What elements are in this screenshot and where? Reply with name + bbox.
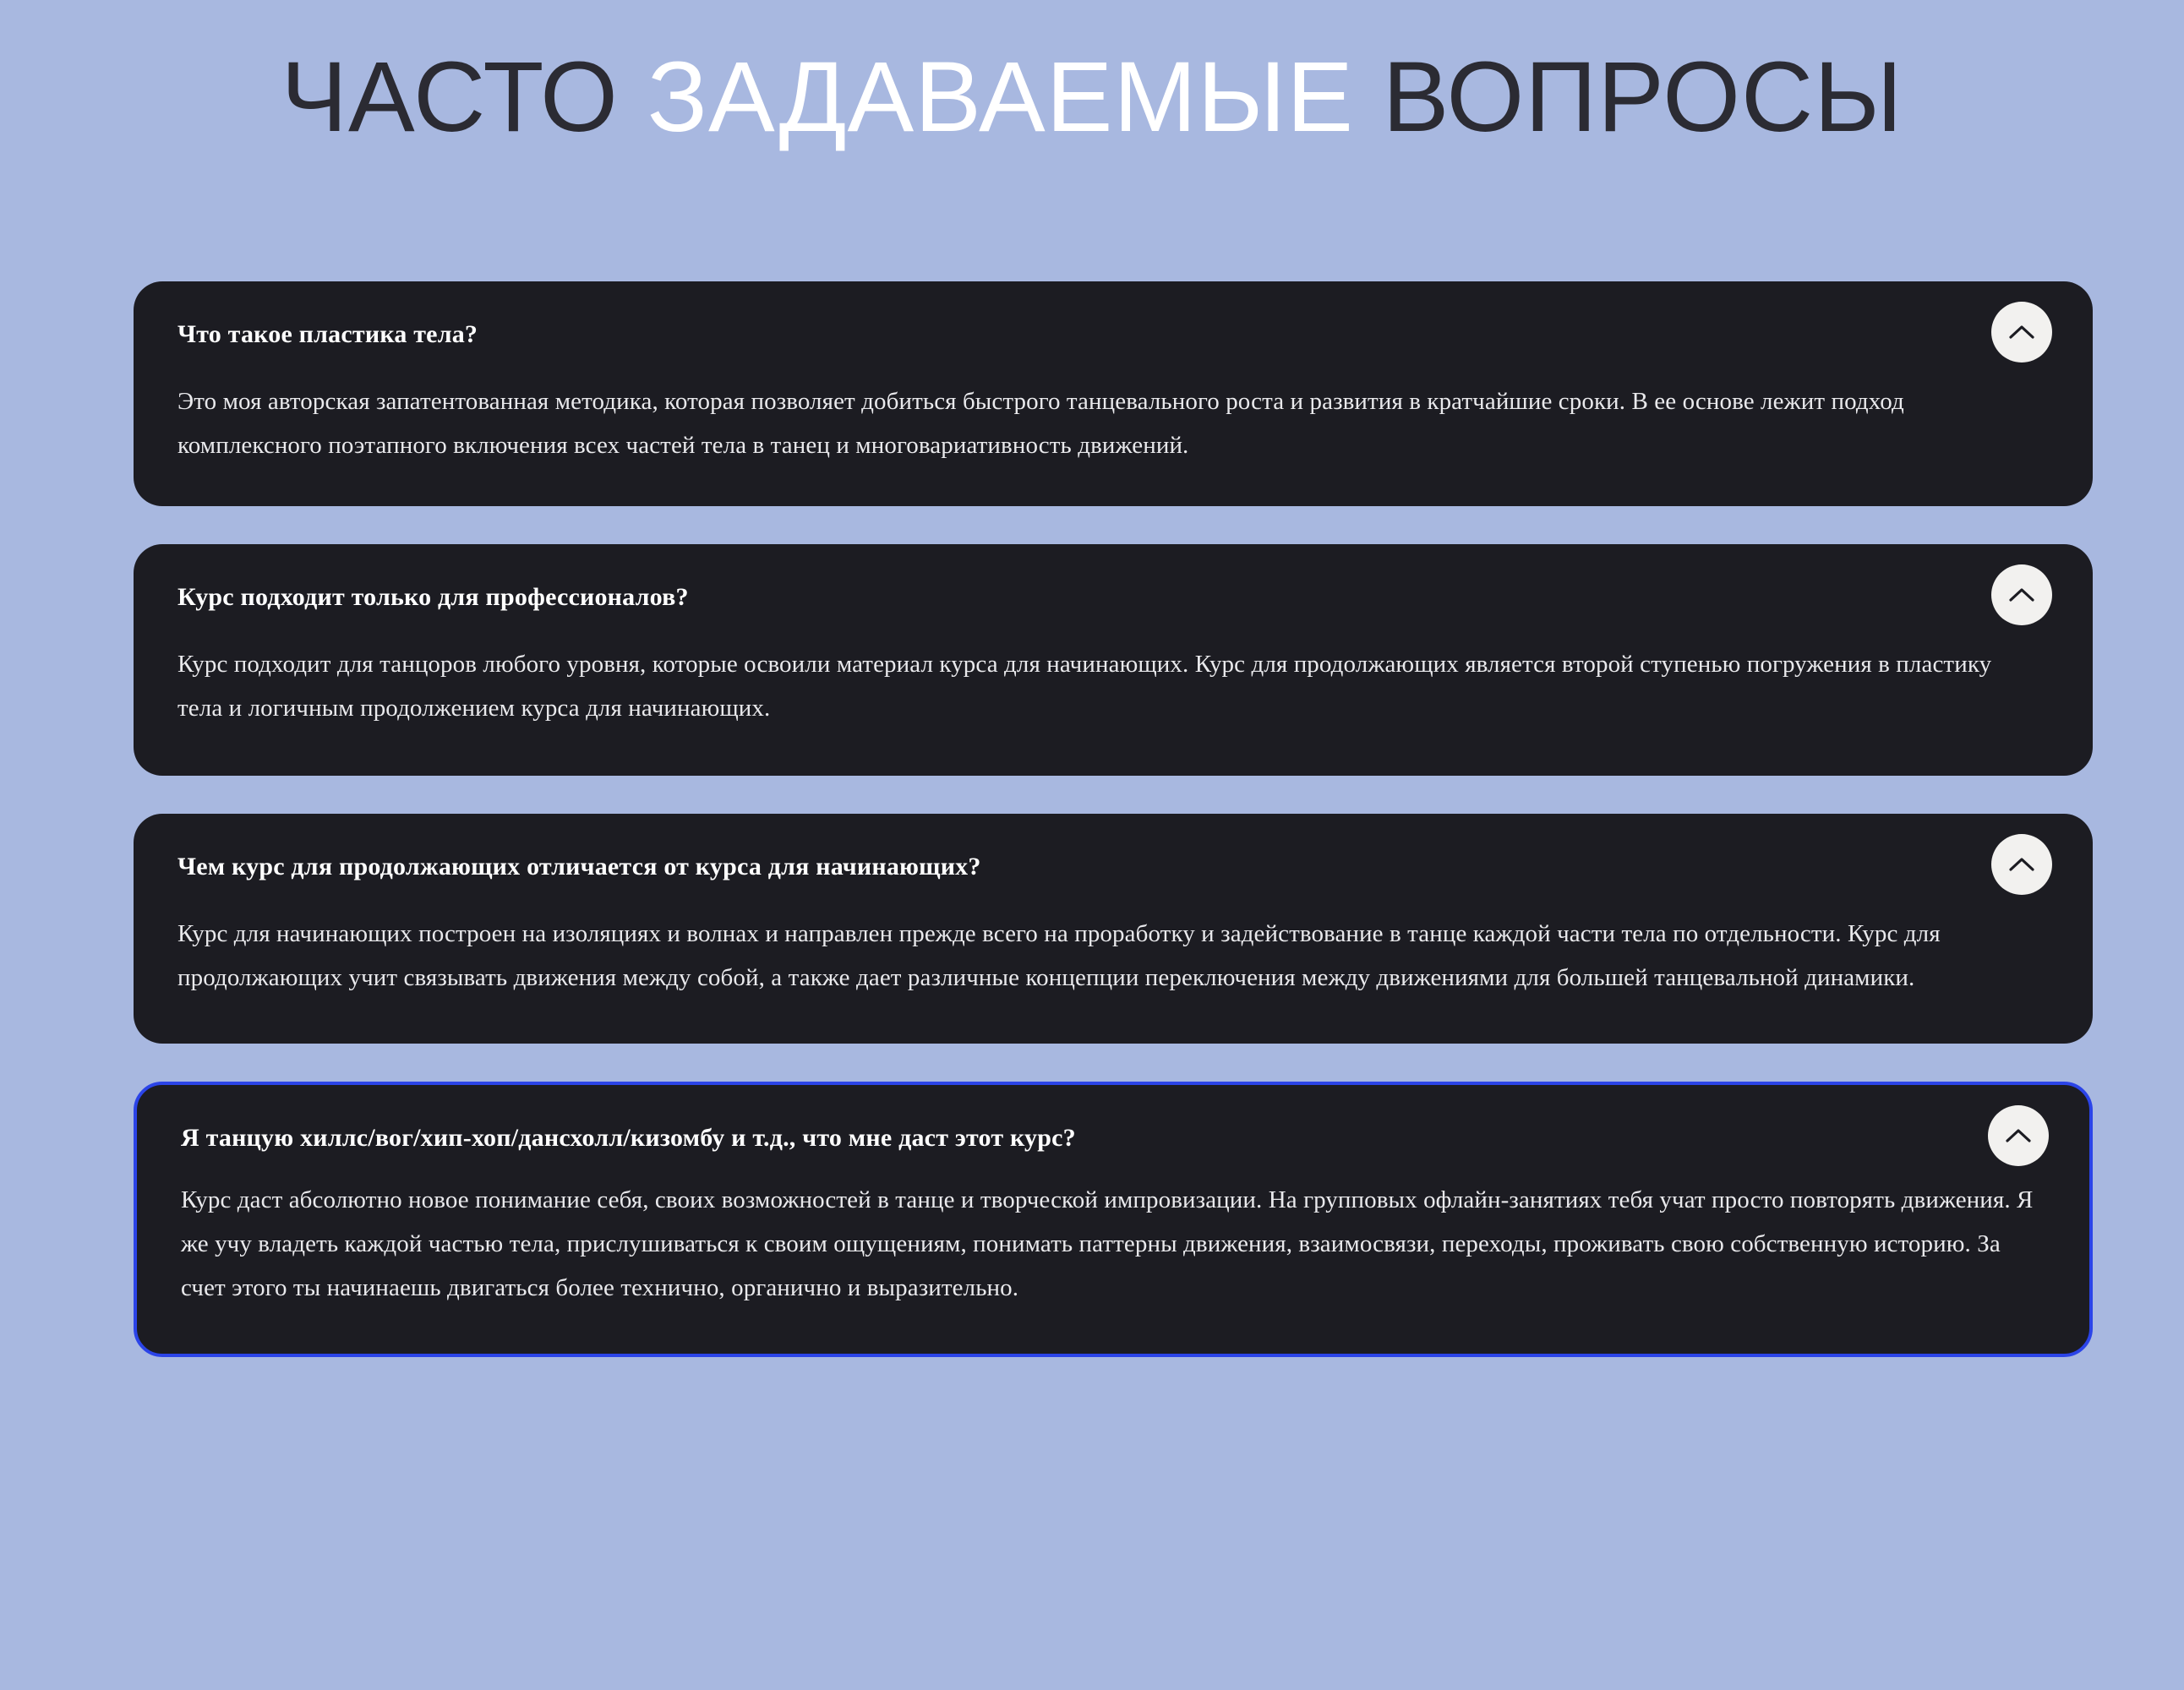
faq-question: Что такое пластика тела? <box>177 320 478 348</box>
faq-answer: Это моя авторская запатентованная методика, которая позволяет добиться быстрого танцевального роста и развития в кратчайшие сроки. В ее основе лежит подход комплексного поэтапного включения всех частей тела в танец и многовариативность движений. <box>177 388 1904 459</box>
chevron-up-icon[interactable] <box>1991 834 2052 895</box>
faq-item[interactable] <box>134 544 2093 776</box>
chevron-up-icon[interactable] <box>1988 1105 2049 1166</box>
faq-question: Чем курс для продолжающих отличается от курса для начинающих? <box>177 853 981 880</box>
faq-item[interactable] <box>134 281 2093 506</box>
chevron-up-icon[interactable] <box>1991 302 2052 363</box>
faq-item[interactable] <box>134 814 2093 1044</box>
faq-answer: Курс даст абсолютно новое понимание себя, своих возможностей в танце и творческой импровизации. На групповых офлайн-занятиях тебя учат просто повторять движения. Я же учу владеть каждой частью тела, прислушиваться к своим ощущениям, понимать паттерны движения, взаимосвязи, переходы, проживать свою собственную историю. За счет этого ты начинаешь двигаться более технично, органично и выразительно. <box>181 1186 2034 1301</box>
page-title-part-2: ЗАДАВАЕМЫЕ <box>647 41 1354 154</box>
faq-answer: Курс подходит для танцоров любого уровня, которые освоили материал курса для начинающих. Курс для продолжающих является второй ступенью погружения в пластику тела и логичным продолжением курса для начинающих. <box>177 651 1992 722</box>
faq-item[interactable] <box>134 1082 2093 1357</box>
faq-item-header[interactable] <box>134 544 2093 625</box>
chevron-up-icon[interactable] <box>1991 564 2052 625</box>
faq-item-header[interactable] <box>134 814 2093 895</box>
faq-answer: Курс для начинающих построен на изоляциях и волнах и направлен прежде всего на проработку и задействование в танце каждой части тела по отдельности. Курс для продолжающих учит связывать движения между собой, а также дает различные концепции переключения между движениями для большей танцевальной динамики. <box>177 920 1941 991</box>
page-title-part-1: ЧАСТО <box>281 41 647 154</box>
page-title-part-3: ВОПРОСЫ <box>1353 41 1903 154</box>
faq-question: Курс подходит только для профессионалов? <box>177 583 689 611</box>
faq-item-header[interactable] <box>137 1085 2089 1166</box>
faq-item-header[interactable] <box>134 281 2093 363</box>
page-title <box>0 38 2184 156</box>
faq-accordion <box>134 281 2093 1395</box>
faq-question: Я танцую хиллс/вог/хип-хоп/дансхолл/кизомбу и т.д., что мне даст этот курс? <box>181 1124 1076 1152</box>
